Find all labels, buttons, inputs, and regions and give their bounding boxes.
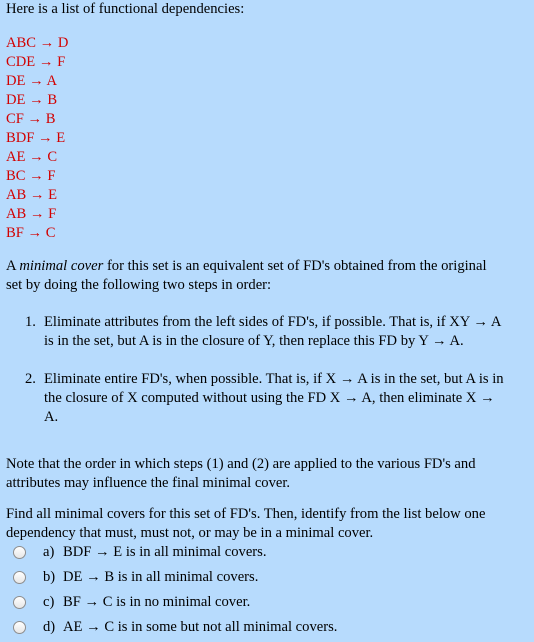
- answer-letter: b): [43, 569, 56, 585]
- answer-option-a[interactable]: [13, 540, 513, 565]
- dependency-item: CF → B: [6, 111, 56, 127]
- dependency-item: DE → B: [6, 92, 58, 108]
- step-item: [0, 313, 504, 351]
- dependency-item: AB → F: [6, 206, 57, 222]
- minimal-cover-term: minimal cover: [19, 258, 104, 274]
- answer-letter: c): [43, 594, 55, 610]
- minimal-cover-steps: [0, 313, 534, 446]
- answer-letter: a): [43, 544, 55, 560]
- radio-button[interactable]: [13, 571, 26, 584]
- ordering-note: Note that the order in which steps (1) and (2) are applied to the various FD's and attributes may influence the final minimal cover.: [6, 456, 476, 491]
- step-item: [0, 370, 504, 427]
- answer-text: AE → C is in some but not all minimal covers.: [63, 619, 338, 635]
- dependency-item: ABC → D: [6, 35, 69, 51]
- step-number: 1.: [25, 314, 36, 330]
- dependency-item: CDE → F: [6, 54, 66, 70]
- dependency-item: DE → A: [6, 73, 58, 89]
- dependency-item: BDF → E: [6, 130, 66, 146]
- step-text: Eliminate entire FD's, when possible. That is, if X → A is in the set, but A is in the closure of X computed without using the FD X → A, then eliminate X → A.: [44, 371, 504, 425]
- radio-button[interactable]: [13, 546, 26, 559]
- definition-prefix: A: [6, 258, 20, 274]
- dependency-item: AB → E: [6, 187, 58, 203]
- answer-text: DE → B is in all minimal covers.: [63, 569, 259, 585]
- step-number: 2.: [25, 371, 36, 387]
- question-prompt: Find all minimal covers for this set of FD's. Then, identify from the list below one dependency that must, must not, or may be in a minimal cover.: [6, 506, 486, 541]
- answer-option-c[interactable]: [13, 590, 513, 615]
- answer-text: BDF → E is in all minimal covers.: [63, 544, 267, 560]
- dependency-item: BC → F: [6, 168, 56, 184]
- intro-text: Here is a list of functional dependencies:: [6, 1, 245, 17]
- answer-options: [13, 540, 513, 640]
- answer-text: BF → C is in no minimal cover.: [63, 594, 251, 610]
- step-text: Eliminate attributes from the left sides of FD's, if possible. That is, if XY → A is in the set, but A is in the closure of Y, then replace this FD by Y → A.: [44, 314, 501, 349]
- radio-button[interactable]: [13, 596, 26, 609]
- answer-option-d[interactable]: [13, 615, 513, 640]
- answer-option-b[interactable]: [13, 565, 513, 590]
- functional-dependency-list: [6, 34, 68, 243]
- minimal-cover-definition: [6, 257, 506, 295]
- definition-suffix: for this set is an equivalent set of FD's obtained from the original set by doing the following two steps in order:: [6, 258, 487, 293]
- dependency-item: AE → C: [6, 149, 58, 165]
- dependency-item: BF → C: [6, 225, 56, 241]
- radio-button[interactable]: [13, 621, 26, 634]
- answer-letter: d): [43, 619, 56, 635]
